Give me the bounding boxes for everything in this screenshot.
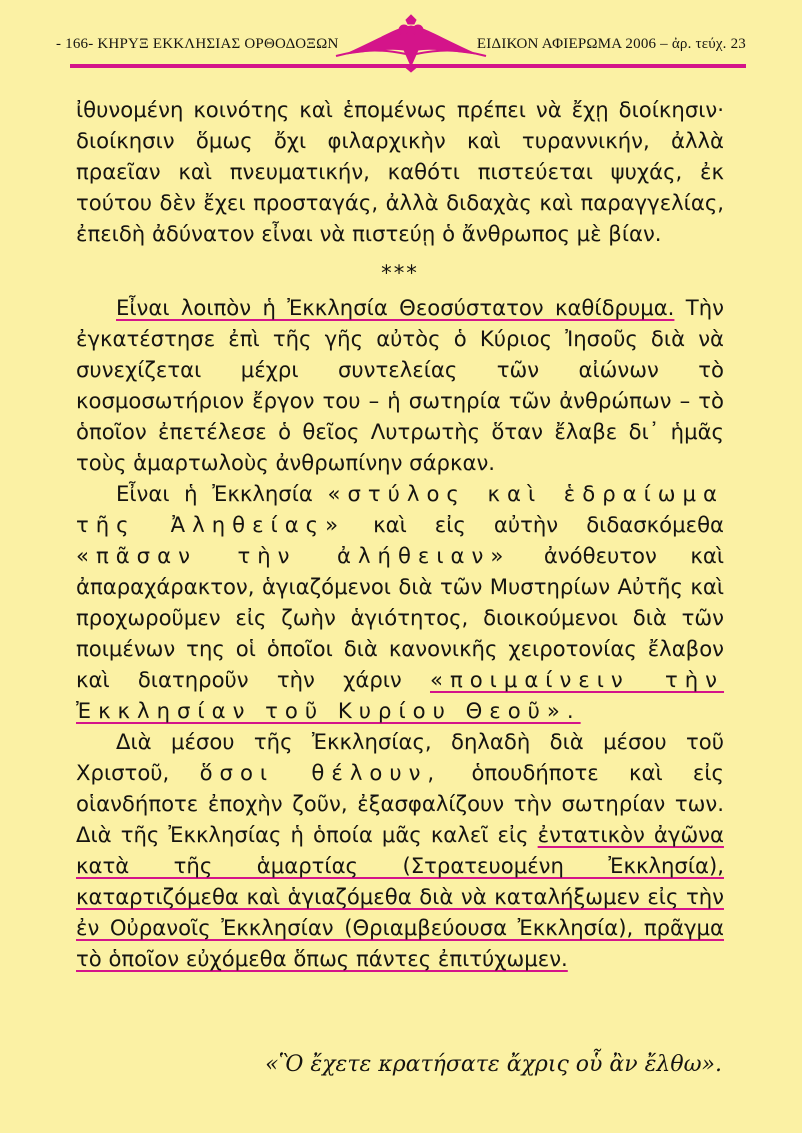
header-left-title: - 166- ΚΗΡΥΞ ΕΚΚΛΗΣΙΑΣ ΟΡΘΟΔΟΞΩΝ — [56, 36, 339, 52]
paragraph-3-text-b: καὶ εἰς αὐτὴν διδασκόμεθα — [345, 512, 724, 537]
paragraph-2 — [76, 292, 724, 478]
paragraph-3-text-a: Εἶναι ἡ Ἐκκλησία — [116, 481, 328, 506]
closing-quote: «Ὃ ἔχετε κρατήσατε ἄχρις οὗ ἂν ἔλθω». — [265, 1052, 722, 1077]
article-body — [76, 94, 724, 974]
header-right-title: ΕΙΔΙΚΟΝ ΑΦΙΕΡΩΜΑ 2006 – ἀρ. τεύχ. 23 — [476, 36, 746, 52]
spaced-quote-2: «πᾶσαν τὴν ἀλήθειαν» — [76, 543, 511, 568]
section-separator: *** — [381, 260, 419, 285]
page-header — [56, 14, 746, 74]
underlined-phrase: Εἶναι λοιπὸν ἡ Ἐκκλησία Θεοσύστατον καθίδρυμα. — [116, 295, 675, 320]
paragraph-1: ἰθυνομένη κοινότης καὶ ἑπομένως πρέπει νὰ ἔχῃ διοίκησιν· διοίκησιν ὅμως ὄχι φιλαρχικὴν καὶ τυραννικήν, ἀλλὰ πραεῖαν καὶ πνευματικήν, καθότι πιστεύεται ψυχάς, ἐκ τούτου δὲν ἔχει προσταγάς, ἀλλὰ διδαχὰς καὶ παραγγελίας, ἐπειδὴ ἀδύνατον εἶναι νὰ πιστεύῃ ὁ ἄνθρωπος μὲ βίαν. — [76, 97, 724, 246]
paragraph-2-text: Τὴν ἐγκατέστησε ἐπὶ τῆς γῆς αὐτὸς ὁ Κύριος Ἰησοῦς διὰ νὰ συνεχίζεται μέχρι συντελείας τῶν αἰώνων τὸ κοσμοσωτήριον ἔργον του – ἡ σωτηρία τῶν ἀνθρώπων – τὸ ὁποῖον ἐπετέλεσε ὁ θεῖος Λυτρωτὴς ὅταν ἔλαβε δι᾽ ἡμᾶς τοὺς ἁμαρτωλοὺς ἀνθρωπίνην σάρκαν. — [76, 295, 724, 475]
paragraph-3 — [76, 478, 724, 726]
spaced-phrase: ὅσοι θέλουν, — [199, 760, 442, 785]
underlined-quote: «ποιμαίνειν τὴν Ἐκκλησίαν τοῦ Κυρίου Θεοῦ». — [76, 667, 725, 723]
underlined-passage: ἐντατικὸν ἀγῶνα κατὰ τῆς ἁμαρτίας (Στρατευομένη Ἐκκλησία), καταρτιζόμεθα καὶ ἁγιαζόμεθα διὰ νὰ καταλήξωμεν εἰς τὴν ἐν Οὐρανοῖς Ἐκκλησίαν (Θριαμβεύουσα Ἐκκλησία), πρᾶγμα τὸ ὁποῖον εὐχόμεθα ὅπως πάντες ἐπιτύχωμεν. — [76, 822, 724, 971]
paragraph-4-text-b: ὁπουδήποτε καὶ εἰς οἱανδήποτε ἐποχὴν ζοῦν, ἐξασφαλίζουν τὴν σωτηρίαν των. Διὰ τῆς Ἐκκλησίας ἡ ὁποία μᾶς καλεῖ εἰς — [76, 760, 724, 847]
paragraph-4 — [76, 726, 724, 974]
paragraph-3-text-c: ἀνόθευτον καὶ ἀπαραχάρακτον, ἁγιαζόμενοι διὰ τῶν Μυστηρίων Αὐτῆς καὶ προχωροῦμεν εἰς ζωὴν ἁγιότητος, διοικούμενοι διὰ τῶν ποιμένων της οἱ ὁποῖοι διὰ κανονικῆς χειροτονίας ἔλαβον καὶ διατηροῦν τὴν χάριν — [76, 543, 724, 692]
header-rule — [70, 64, 746, 68]
spaced-quote-1: «στύλος καὶ ἑδραίωμα τῆς Ἀληθείας» — [76, 481, 724, 537]
paragraph-4-text-a: Διὰ μέσου τῆς Ἐκκλησίας, δηλαδὴ διὰ μέσου τοῦ Χριστοῦ, — [76, 729, 724, 785]
